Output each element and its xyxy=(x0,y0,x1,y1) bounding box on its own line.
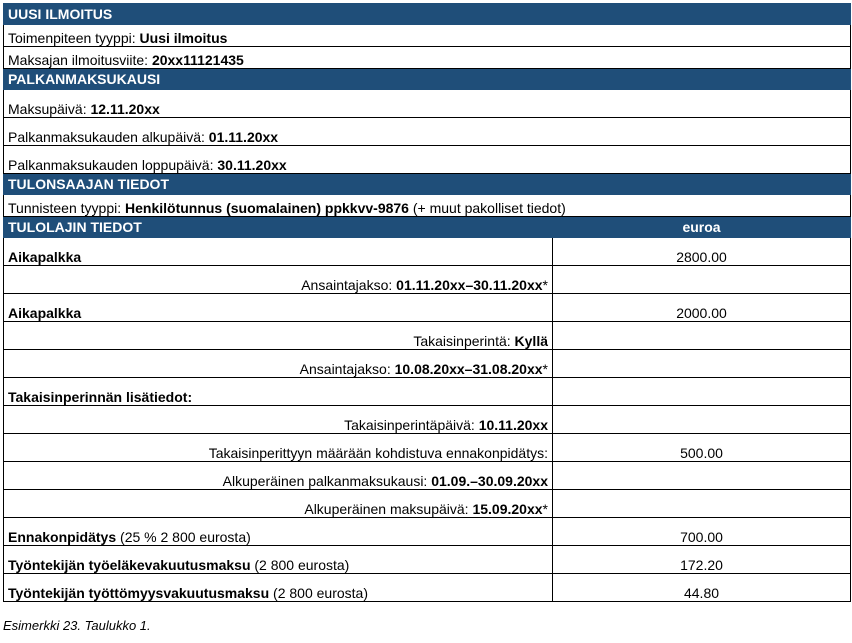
field-label: Maksupäivä: xyxy=(8,101,91,117)
field-suffix: (+ muut pakolliset tiedot) xyxy=(408,200,566,216)
table-row xyxy=(4,462,851,490)
amount-cell xyxy=(553,266,851,294)
amount-cell: 700.00 xyxy=(553,518,851,546)
field-note: (25 % 2 800 eurosta) xyxy=(116,529,251,545)
field-value: Henkilötunnus (suomalainen) ppkkvv-9876 xyxy=(125,200,409,216)
amount-cell xyxy=(553,406,851,434)
section-title: TULOLAJIN TIEDOT xyxy=(4,217,553,238)
amount-cell xyxy=(553,350,851,378)
row-alkupaiva xyxy=(4,118,851,146)
field-note: (2 800 eurosta) xyxy=(250,557,350,573)
table-row xyxy=(4,322,851,350)
income-type-label: Aikapalkka xyxy=(4,238,553,266)
amount-cell xyxy=(553,490,851,518)
amount-cell: 44.80 xyxy=(553,574,851,602)
income-type-label: Aikapalkka xyxy=(4,294,553,322)
amount-cell: 500.00 xyxy=(553,434,851,462)
amount-cell xyxy=(553,462,851,490)
row-tunnisteen-tyyppi xyxy=(4,195,851,217)
field-value: 15.09.20xx xyxy=(472,501,543,517)
field-label: Takaisinperintäpäivä: xyxy=(344,417,479,433)
field-value: 12.11.20xx xyxy=(90,101,160,117)
table-caption: Esimerkki 23. Taulukko 1. xyxy=(3,618,151,633)
field-label: Alkuperäinen maksupäivä: xyxy=(304,501,473,517)
field-label: Tunnisteen tyyppi: xyxy=(8,200,125,216)
field-label: Palkanmaksukauden alkupäivä: xyxy=(8,129,209,145)
field-value: 01.11.20xx xyxy=(208,129,279,145)
field-label: Maksajan ilmoitusviite: xyxy=(8,52,152,68)
table-row xyxy=(4,490,851,518)
field-value: 30.11.20xx xyxy=(217,157,287,173)
amount-cell xyxy=(553,378,851,406)
section-header-tulonsaajan-tiedot xyxy=(4,174,851,195)
section-title: TULONSAAJAN TIEDOT xyxy=(4,174,851,195)
table-row xyxy=(4,574,851,602)
income-type-label: Työntekijän työttömyysvakuutusmaksu xyxy=(8,585,270,601)
row-maksupaiva xyxy=(4,90,851,118)
table-row xyxy=(4,294,851,322)
field-label: Palkanmaksukauden loppupäivä: xyxy=(8,157,218,173)
table-row xyxy=(4,518,851,546)
section-header-palkanmaksukausi xyxy=(4,69,851,90)
table-row xyxy=(4,434,851,462)
income-type-label: Ennakonpidätys xyxy=(8,529,117,545)
field-value: 01.11.20xx–30.11.20xx xyxy=(396,277,543,293)
section-title: UUSI ILMOITUS xyxy=(4,4,851,25)
table-row xyxy=(4,546,851,574)
payroll-report-table xyxy=(3,3,851,602)
field-suffix: * xyxy=(542,501,548,517)
section-subheading: Takaisinperinnän lisätiedot: xyxy=(4,378,553,406)
amount-cell: 2000.00 xyxy=(553,294,851,322)
amount-cell: 172.20 xyxy=(553,546,851,574)
row-loppupaiva xyxy=(4,146,851,174)
income-type-label: Työntekijän työeläkevakuutusmaksu xyxy=(8,557,251,573)
row-toimenpiteen-tyyppi xyxy=(4,25,851,47)
field-label: Ansaintajakso: xyxy=(301,277,397,293)
field-label: Takaisinperittyyn määrään kohdistuva ennakonpidätys: xyxy=(4,434,553,462)
table-row xyxy=(4,238,851,266)
field-label: Alkuperäinen palkanmaksukausi: xyxy=(222,473,432,489)
field-label: Ansaintajakso: xyxy=(299,361,395,377)
row-maksajan-ilmoitusviite xyxy=(4,47,851,69)
table-row xyxy=(4,350,851,378)
amount-cell: 2800.00 xyxy=(553,238,851,266)
section-title: PALKANMAKSUKAUSI xyxy=(4,69,851,90)
section-header-tulolajin-tiedot xyxy=(4,217,851,238)
unit-header: euroa xyxy=(553,217,851,238)
field-value: 10.08.20xx–31.08.20xx xyxy=(394,361,543,377)
field-label: Takaisinperintä: xyxy=(413,333,515,349)
section-header-uusi-ilmoitus xyxy=(4,4,851,25)
field-label: Toimenpiteen tyyppi: xyxy=(8,30,140,46)
table-row xyxy=(4,378,851,406)
field-suffix: * xyxy=(542,277,548,293)
field-value: 10.11.20xx xyxy=(478,417,548,433)
amount-cell xyxy=(553,322,851,350)
table-row xyxy=(4,266,851,294)
field-value: Uusi ilmoitus xyxy=(139,30,228,46)
field-note: (2 800 eurosta) xyxy=(269,585,368,601)
table-row xyxy=(4,406,851,434)
field-value: Kyllä xyxy=(514,333,548,349)
field-value: 01.09.–30.09.20xx xyxy=(431,473,548,489)
field-suffix: * xyxy=(542,361,548,377)
field-value: 20xx11121435 xyxy=(151,52,244,68)
